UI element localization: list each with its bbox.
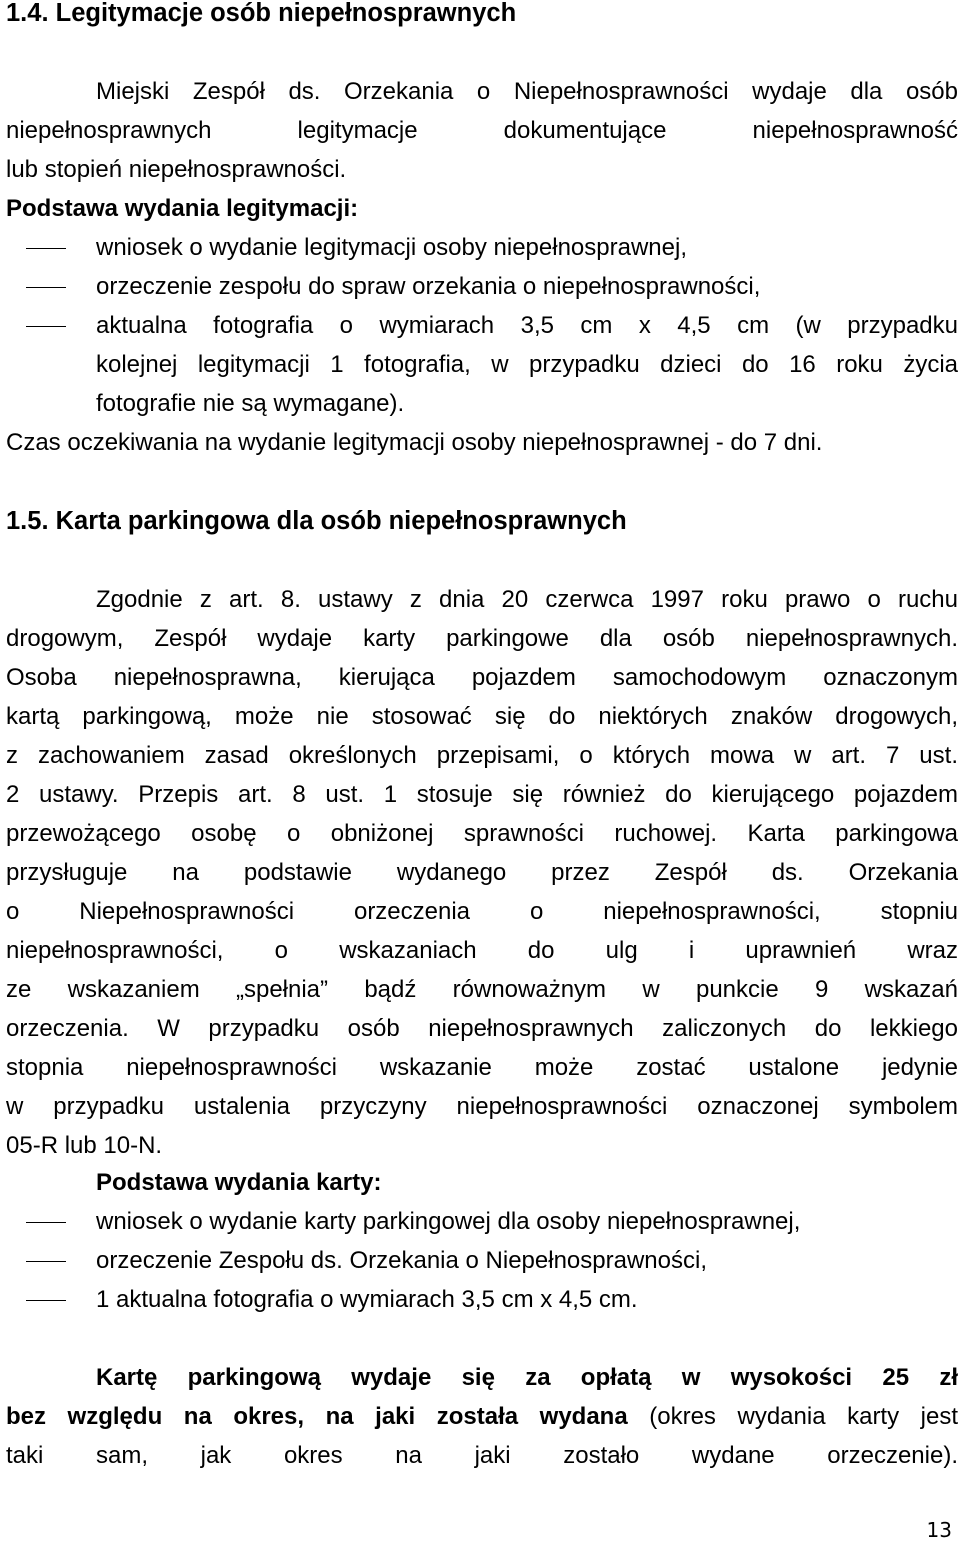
fee-rest-text: (okres wydania karty jest bbox=[627, 1403, 959, 1430]
dash-bullet-icon bbox=[26, 1300, 66, 1301]
dash-bullet-icon bbox=[26, 248, 66, 249]
list-item-continuation: fotografie nie są wymagane). bbox=[96, 390, 405, 417]
list-item: orzeczenie zespołu do spraw orzekania o niepełnosprawności, bbox=[96, 273, 761, 300]
section-heading-legitymacje: 1.4. Legitymacje osób niepełnosprawnych bbox=[6, 0, 517, 27]
wait-time-text: Czas oczekiwania na wydanie legitymacji osoby niepełnosprawnej - do 7 dni. bbox=[6, 429, 823, 456]
list-item-continuation: kolejnej legitymacji 1 fotografia, w przypadku dzieci do 16 roku życia bbox=[96, 351, 958, 378]
paragraph-line: niepełnosprawnych legitymacje dokumentujące niepełnosprawność bbox=[6, 117, 958, 144]
fee-line: taki sam, jak okres na jaki zostało wydane orzeczenie). bbox=[6, 1442, 958, 1469]
basis-title-karta: Podstawa wydania karty: bbox=[96, 1169, 382, 1196]
basis-title-legitymacje: Podstawa wydania legitymacji: bbox=[6, 195, 359, 222]
dash-bullet-icon bbox=[26, 1261, 66, 1262]
paragraph-line: ze wskazaniem „spełnia” bądź równoważnym w punkcie 9 wskazań bbox=[6, 976, 958, 1003]
paragraph-line: przysługuje na podstawie wydanego przez Zespół ds. Orzekania bbox=[6, 859, 958, 886]
list-item: 1 aktualna fotografia o wymiarach 3,5 cm x 4,5 cm. bbox=[96, 1286, 638, 1313]
dash-bullet-icon bbox=[26, 287, 66, 288]
paragraph-line: w przypadku ustalenia przyczyny niepełnosprawności oznaczonej symbolem bbox=[6, 1093, 958, 1120]
section-heading-karta-parkingowa: 1.5. Karta parkingowa dla osób niepełnosprawnych bbox=[6, 507, 627, 535]
dash-bullet-icon bbox=[26, 326, 66, 327]
paragraph-line: 05-R lub 10-N. bbox=[6, 1132, 163, 1159]
paragraph-line: z zachowaniem zasad określonych przepisami, o których mowa w art. 7 ust. bbox=[6, 742, 958, 769]
paragraph-line: przewożącego osobę o obniżonej sprawności ruchowej. Karta parkingowa bbox=[6, 820, 958, 847]
dash-bullet-icon bbox=[26, 1222, 66, 1223]
list-item: aktualna fotografia o wymiarach 3,5 cm x 4,5 cm (w przypadku bbox=[96, 312, 958, 339]
paragraph-line: lub stopień niepełnosprawności. bbox=[6, 156, 347, 183]
list-item: orzeczenie Zespołu ds. Orzekania o Niepełnosprawności, bbox=[96, 1247, 707, 1274]
paragraph-line: stopnia niepełnosprawności wskazanie może zostać ustalone jedynie bbox=[6, 1054, 958, 1081]
list-item: wniosek o wydanie legitymacji osoby niepełnosprawnej, bbox=[96, 234, 687, 261]
paragraph-line: kartą parkingową, może nie stosować się do niektórych znaków drogowych, bbox=[6, 703, 958, 730]
page-number: 13 bbox=[926, 1518, 952, 1542]
fee-line: Kartę parkingową wydaje się za opłatą w wysokości 25 zł bbox=[96, 1364, 958, 1391]
paragraph-line: niepełnosprawności, o wskazaniach do ulg i uprawnień wraz bbox=[6, 937, 958, 964]
fee-bold-text: bez względu na okres, na jaki została wydana bbox=[6, 1403, 628, 1430]
paragraph-line: orzeczenia. W przypadku osób niepełnosprawnych zaliczonych do lekkiego bbox=[6, 1015, 958, 1042]
paragraph-line: 2 ustawy. Przepis art. 8 ust. 1 stosuje się również do kierującego pojazdem bbox=[6, 781, 958, 808]
paragraph-line: Osoba niepełnosprawna, kierująca pojazdem samochodowym oznaczonym bbox=[6, 664, 958, 691]
list-item: wniosek o wydanie karty parkingowej dla osoby niepełnosprawnej, bbox=[96, 1208, 801, 1235]
paragraph-line: Miejski Zespół ds. Orzekania o Niepełnosprawności wydaje dla osób bbox=[96, 78, 958, 105]
paragraph-line: Zgodnie z art. 8. ustawy z dnia 20 czerwca 1997 roku prawo o ruchu bbox=[96, 586, 958, 613]
paragraph-line: o Niepełnosprawności orzeczenia o niepełnosprawności, stopniu bbox=[6, 898, 958, 925]
paragraph-line: drogowym, Zespół wydaje karty parkingowe dla osób niepełnosprawnych. bbox=[6, 625, 958, 652]
fee-line bbox=[6, 1397, 958, 1436]
